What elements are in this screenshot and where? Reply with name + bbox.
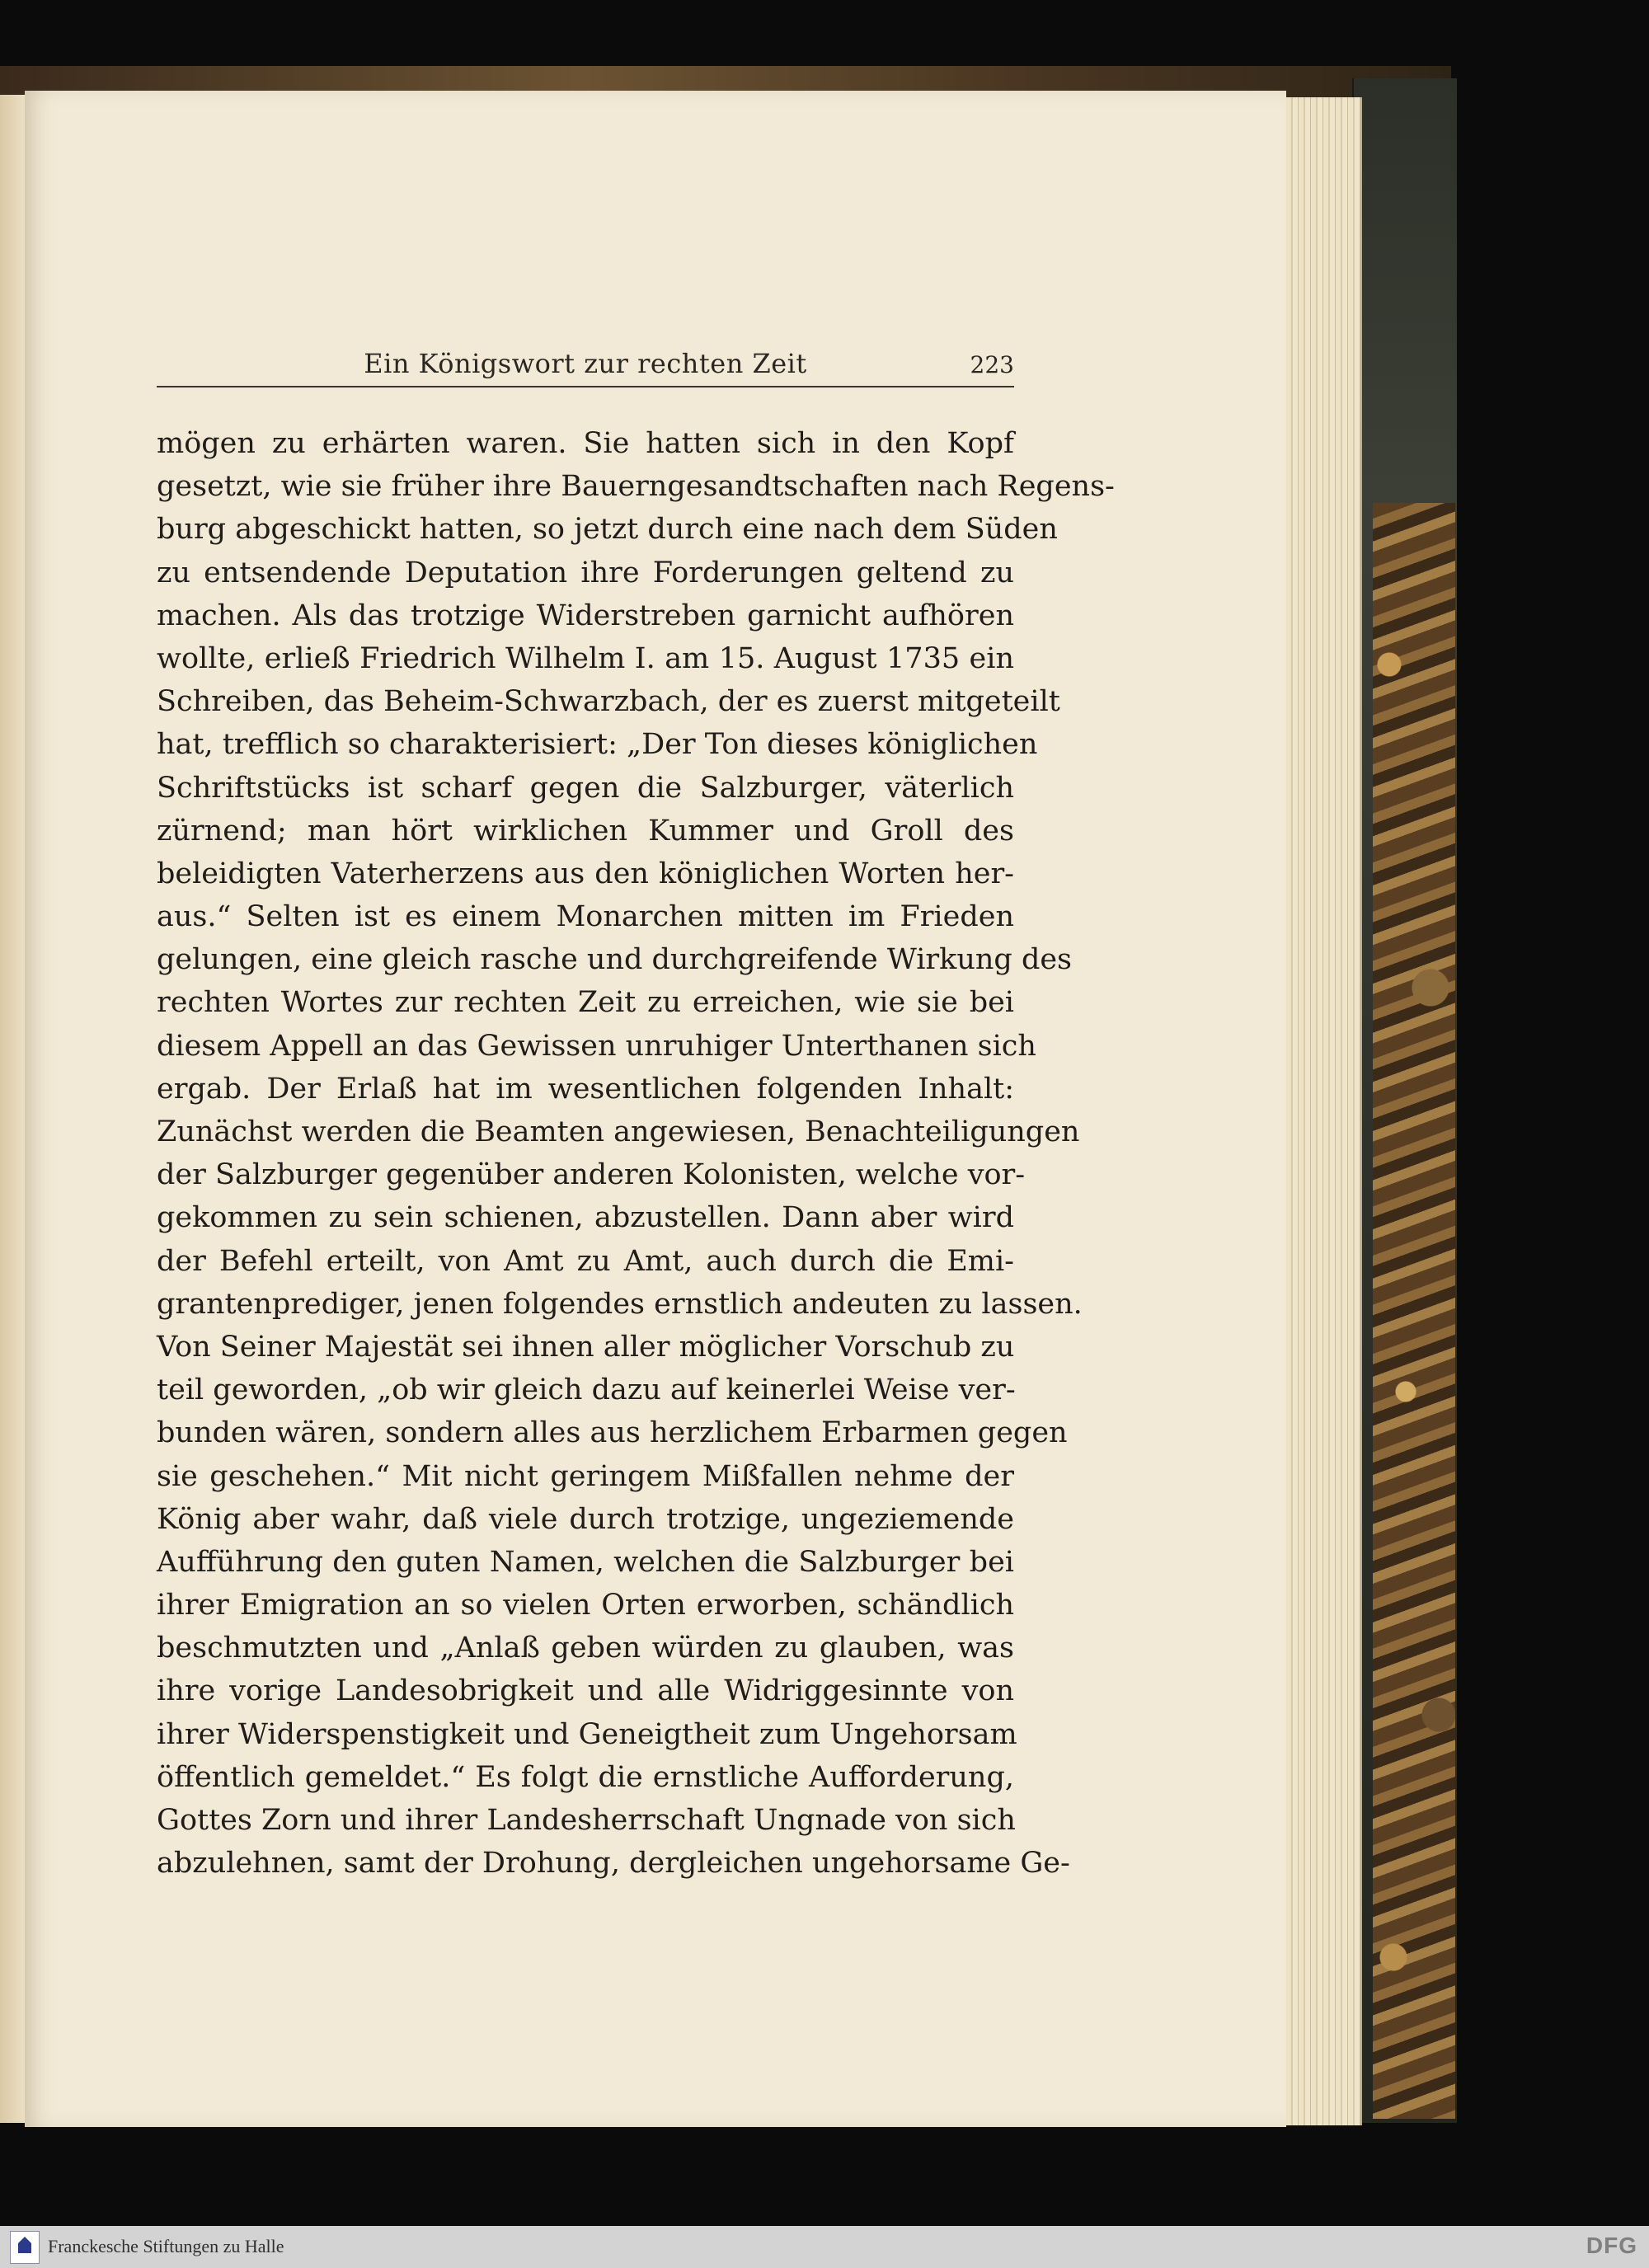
body-text [157,422,1115,1885]
page-number: 223 [970,351,1014,378]
running-head-title: Ein Königswort zur rechten Zeit [364,348,807,379]
running-head [157,348,1014,387]
text-line: der Salzburger gegenüber anderen Kolonisten, welche vor- [157,1158,1026,1192]
text-line: ergab. Der Erlaß hat im wesentlichen folgenden Inhalt: [157,1072,1014,1106]
page-edges [1274,97,1362,2125]
institution-logo-icon [10,2231,40,2264]
text-line: öffentlich gemeldet.“ Es folgt die ernstliche Aufforderung, [157,1760,1014,1794]
text-line: mögen zu erhärten waren. Sie hatten sich in den Kopf [157,427,1014,460]
footer-bar [0,2226,1649,2268]
marbled-endpaper [1373,503,1455,2119]
text-line: beleidigten Vaterherzens aus den königlichen Worten her- [157,857,1014,890]
text-line: Von Seiner Majestät sei ihnen aller möglicher Vorschub zu [157,1330,1015,1364]
text-line: Zunächst werden die Beamten angewiesen, Benachteiligungen [157,1115,1080,1148]
text-line: Aufführung den guten Namen, welchen die Salzburger bei [157,1545,1014,1579]
text-line: gekommen zu sein schienen, abzustellen. Dann aber wird [157,1201,1014,1235]
text-line: Schriftstücks ist scharf gegen die Salzburger, väterlich [157,771,1014,805]
text-line: der Befehl erteilt, von Amt zu Amt, auch durch die Emi- [157,1244,1014,1278]
institution-name: Franckesche Stiftungen zu Halle [48,2236,284,2256]
text-line: ihre vorige Landesobrigkeit und alle Widriggesinnte von [157,1674,1014,1708]
text-line: diesem Appell an das Gewissen unruhiger Unterthanen sich [157,1029,1036,1063]
dfg-logo: DFG [1586,2233,1637,2258]
text-line: Schreiben, das Beheim-Schwarzbach, der es zuerst mitgeteilt [157,685,1060,719]
text-line: Gottes Zorn und ihrer Landesherrschaft Ungnade von sich [157,1804,1016,1837]
text-line: burg abgeschickt hatten, so jetzt durch eine nach dem Süden [157,513,1058,547]
text-line: ihrer Widerspenstigkeit und Geneigtheit zum Ungehorsam [157,1717,1017,1751]
text-line: grantenprediger, jenen folgendes ernstlich andeuten zu lassen. [157,1287,1083,1321]
text-line: hat, trefflich so charakterisiert: „Der Ton dieses königlichen [157,728,1038,762]
text-line: beschmutzten und „Anlaß geben würden zu glauben, was [157,1632,1014,1665]
text-line: abzulehnen, samt der Drohung, dergleichen ungehorsame Ge- [157,1847,1070,1881]
text-line: gelungen, eine gleich rasche und durchgreifende Wirkung des [157,943,1073,977]
text-line: zu entsendende Deputation ihre Forderungen geltend zu [157,556,1014,589]
text-line: gesetzt, wie sie früher ihre Bauerngesandtschaften nach Regens- [157,470,1115,504]
text-line: sie geschehen.“ Mit nicht geringem Mißfallen nehme der [157,1459,1014,1493]
text-line: zürnend; man hört wirklichen Kummer und Groll des [157,814,1014,848]
text-line: wollte, erließ Friedrich Wilhelm I. am 15. August 1735 ein [157,641,1014,675]
text-line: König aber wahr, daß viele durch trotzige, ungeziemende [157,1502,1014,1536]
text-line: teil geworden, „ob wir gleich dazu auf keinerlei Weise ver- [157,1373,1016,1407]
text-line: rechten Wortes zur rechten Zeit zu erreichen, wie sie bei [157,986,1014,1020]
text-line: aus.“ Selten ist es einem Monarchen mitten im Frieden [157,900,1014,934]
text-line: ihrer Emigration an so vielen Orten erworben, schändlich [157,1589,1014,1622]
text-line: bunden wären, sondern alles aus herzlichem Erbarmen gegen [157,1416,1068,1450]
text-line: machen. Als das trotzige Widerstreben garnicht aufhören [157,599,1014,632]
